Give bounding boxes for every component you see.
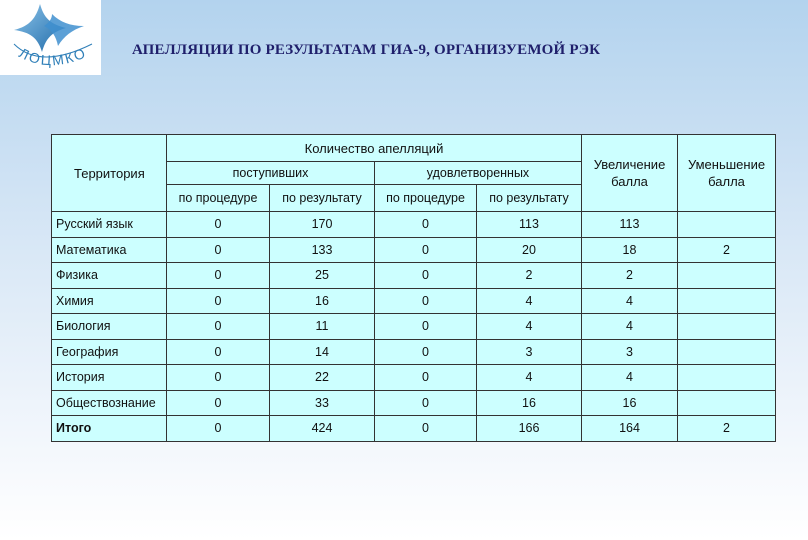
cell-dec: 2 (678, 237, 776, 263)
cell-r-res: 33 (270, 390, 375, 416)
cell-s-proc: 0 (375, 339, 477, 365)
cell-s-res: 4 (477, 365, 582, 391)
cell-r-proc: 0 (167, 263, 270, 289)
cell-r-res: 16 (270, 288, 375, 314)
page-title: АПЕЛЛЯЦИИ ПО РЕЗУЛЬТАТАМ ГИА-9, ОРГАНИЗУЕМОЙ РЭК (132, 42, 601, 58)
cell-dec (678, 314, 776, 340)
cell-dec (678, 288, 776, 314)
cell-dec (678, 263, 776, 289)
table-row (52, 390, 776, 416)
table-row (52, 416, 776, 442)
table-row (52, 237, 776, 263)
header-territory: Территория (52, 135, 167, 212)
table-row (52, 212, 776, 238)
row-subject-name: Русский язык (52, 212, 167, 238)
cell-s-proc: 0 (375, 416, 477, 442)
cell-r-res: 170 (270, 212, 375, 238)
cell-r-res: 14 (270, 339, 375, 365)
cell-r-res: 424 (270, 416, 375, 442)
header-decrease: Уменьшение балла (678, 135, 776, 212)
cell-inc: 4 (582, 365, 678, 391)
row-subject-name: Биология (52, 314, 167, 340)
cell-s-res: 113 (477, 212, 582, 238)
table-row (52, 263, 776, 289)
cell-r-proc: 0 (167, 288, 270, 314)
cell-s-res: 20 (477, 237, 582, 263)
header-satisfied: удовлетворенных (375, 162, 582, 185)
cell-inc: 3 (582, 339, 678, 365)
header-increase: Увеличение балла (582, 135, 678, 212)
cell-inc: 4 (582, 314, 678, 340)
cell-dec: 2 (678, 416, 776, 442)
cell-r-proc: 0 (167, 212, 270, 238)
cell-inc: 164 (582, 416, 678, 442)
svg-text:ЛОЦМКО: ЛОЦМКО (16, 44, 90, 69)
row-subject-name: Физика (52, 263, 167, 289)
cell-s-proc: 0 (375, 314, 477, 340)
cell-r-res: 133 (270, 237, 375, 263)
table-row (52, 314, 776, 340)
row-subject-name: Математика (52, 237, 167, 263)
cell-s-proc: 0 (375, 212, 477, 238)
cell-s-proc: 0 (375, 288, 477, 314)
cell-inc: 16 (582, 390, 678, 416)
appeals-table-container (51, 134, 776, 442)
row-subject-name: География (52, 339, 167, 365)
appeals-table (51, 134, 776, 442)
row-subject-name: Химия (52, 288, 167, 314)
cell-r-proc: 0 (167, 365, 270, 391)
logo (0, 0, 101, 75)
cell-s-proc: 0 (375, 263, 477, 289)
row-subject-name: Обществознание (52, 390, 167, 416)
table-row (52, 339, 776, 365)
cell-inc: 4 (582, 288, 678, 314)
cell-dec (678, 365, 776, 391)
cell-s-res: 16 (477, 390, 582, 416)
header-appeals-count: Количество апелляций (167, 135, 582, 162)
header-received: поступивших (167, 162, 375, 185)
cell-r-proc: 0 (167, 390, 270, 416)
cell-r-proc: 0 (167, 416, 270, 442)
cell-inc: 2 (582, 263, 678, 289)
cell-inc: 113 (582, 212, 678, 238)
cell-s-res: 2 (477, 263, 582, 289)
cell-r-res: 25 (270, 263, 375, 289)
header-satisfied-by-procedure: по процедуре (375, 185, 477, 212)
cell-s-res: 4 (477, 288, 582, 314)
cell-r-proc: 0 (167, 237, 270, 263)
cell-dec (678, 212, 776, 238)
cell-s-proc: 0 (375, 365, 477, 391)
cell-s-res: 4 (477, 314, 582, 340)
cell-r-res: 11 (270, 314, 375, 340)
cell-r-proc: 0 (167, 339, 270, 365)
cell-s-res: 166 (477, 416, 582, 442)
logo-text (0, 0, 101, 75)
cell-dec (678, 390, 776, 416)
cell-s-proc: 0 (375, 390, 477, 416)
header-satisfied-by-result: по результату (477, 185, 582, 212)
table-row (52, 288, 776, 314)
row-subject-name: Итого (52, 416, 167, 442)
header-received-by-result: по результату (270, 185, 375, 212)
cell-dec (678, 339, 776, 365)
cell-r-proc: 0 (167, 314, 270, 340)
cell-s-proc: 0 (375, 237, 477, 263)
cell-inc: 18 (582, 237, 678, 263)
row-subject-name: История (52, 365, 167, 391)
header-received-by-procedure: по процедуре (167, 185, 270, 212)
cell-r-res: 22 (270, 365, 375, 391)
cell-s-res: 3 (477, 339, 582, 365)
table-row (52, 365, 776, 391)
